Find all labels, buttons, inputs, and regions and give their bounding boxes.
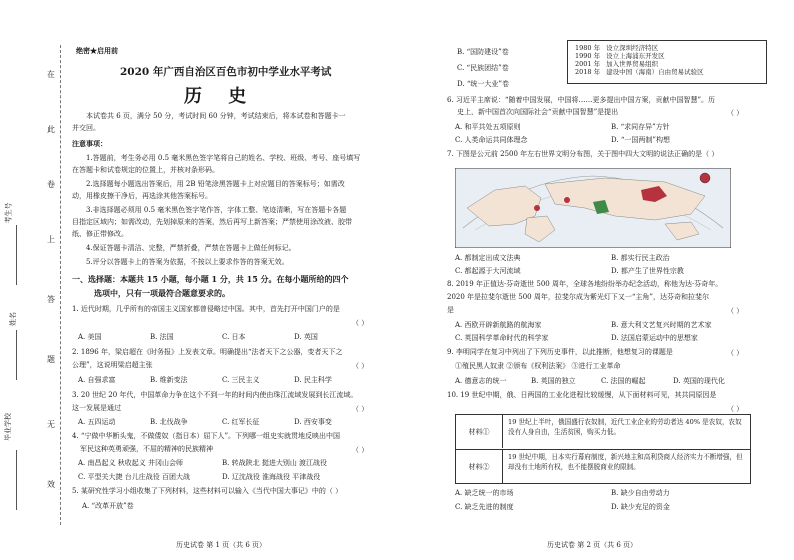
option-a: A. “改革开放”卷 [82,502,134,510]
exam-number-label: 考生号 [4,202,13,224]
option-a: A. 和平共处五项原则 [455,123,521,131]
margin-char: 在 [47,70,55,79]
timeline-row: 1980 年 设立深圳经济特区 [575,44,659,52]
answer-paren: （ ） [727,349,744,357]
civ-mesopotamia-marker [564,197,570,203]
answer-paren: （ ） [727,405,744,413]
option-a: A. 南昌起义 秋收起义 井冈山会师 [78,459,183,467]
option-a: A. 自强求富 [78,376,116,384]
question-6: 6. 习近平主席说：“随着中国发展，中国将……更多提出中国方案，贡献中国智慧”。历 [447,96,716,104]
option-d: D. 都产生了世界性宗教 [611,267,684,275]
margin-char: 效 [47,480,55,489]
question-7: 7. 下图是公元前 2500 年左右世界文明分布图，关于图中四大文明的说法正确的是（ ） [447,150,719,158]
margin-dashed-line [60,45,61,525]
note-line: 4.保证答题卡清洁、完整，严禁折叠，严禁在答题卡上做任何标记。 [86,244,296,252]
school-field[interactable] [6,400,36,480]
option-b: B. “求同存异”方针 [611,123,670,131]
margin-char: 卷 [47,180,55,189]
name-label: 姓名 [9,312,17,326]
answer-paren: （ ） [727,307,744,315]
option-c: C. 人类命运共同体理念 [455,136,528,144]
question-1: 1. 近代时期，几乎所有的帝国主义国家都曾侵略过中国。其中，首先打开中国门户的是 [72,305,340,313]
option-b: B. 英国的独立 [531,377,576,385]
option-c: C. 红军长征 [222,418,260,426]
timeline-row: 2018 年 建设中国（海南）自由贸易试验区 [575,68,704,76]
question-4-cont: 军民这种英勇顽强，不屈的精神的民族精神 [80,445,213,453]
question-9-items: ①殖民黑人奴隶 ②颁布《权利法案》 ③进行工业革命 [455,362,621,370]
timeline-box [567,40,767,84]
option-a: A. 美国 [78,333,102,341]
material-label: 材料① [456,415,503,448]
option-b: B. “国防建设”卷 [457,48,509,56]
answer-paren: （ ） [352,319,369,327]
intro-line: 本试卷共 6 页，满分 50 分，考试时间 60 分钟，考试结束后，将本试卷和答题卡一 [86,112,346,120]
right-page [397,0,794,560]
margin-char: 题 [47,355,55,364]
answer-paren: （ ） [352,405,369,413]
subject-title: 历 史 [184,86,257,107]
option-a: A. 西欧开辟新航路的航海家 [455,321,542,329]
map-svg [455,168,731,248]
name-field[interactable] [6,300,36,360]
option-b: B. 维新变法 [150,376,188,384]
option-b: B. 北伐战争 [150,418,188,426]
materials-table [455,414,751,484]
answer-paren: （ ） [727,109,744,117]
option-c: C. 缺乏先进的制度 [455,503,514,511]
question-10: 10. 19 世纪中期，俄、日两国的工业化进程比较缓慢，从下面材料可见，其共同原因是 [447,391,717,399]
option-a: A. 缺乏统一的市场 [455,489,514,497]
material-row [456,449,750,484]
option-c: C. “民族团结”卷 [457,64,509,72]
option-b: B. 缺少自由劳动力 [611,489,670,497]
option-d: D. 缺少充足的资金 [611,503,670,511]
option-d: D. 法国启蒙运动中的思想家 [611,334,698,342]
question-2-cont: 公理”，这说明梁启超主张 [72,361,153,369]
option-b: B. 法国 [150,333,174,341]
civ-egypt-marker [534,205,540,211]
question-2: 2. 1896 年，梁启超在《时务报》上发表文章。明确提出“法者天下之公器，变者天下之 [72,348,343,356]
section-heading: 选项中，只有一项最符合题意要求的。 [94,288,230,298]
timeline-row: 1990 年 设立上海浦东开发区 [575,52,665,60]
question-8: 8. 2019 年正值达·芬奇逝世 500 周年，全球各地纷纷举办纪念活动，称他为达·芬奇年。 [447,280,723,288]
question-3: 3. 20 世纪 20 年代，中国革命力争在这个不到一年的时间内使由珠江流域发展到长江流域。 [72,391,358,399]
option-d: D. 英国 [294,333,318,341]
page-footer: 历史试卷 第 1 页（共 6 页） [176,541,267,549]
question-4: 4. “宁做中华断头鬼，不做倭奴（指日本）屈下人”。下列哪一组史实就贯地反映出中国 [72,432,341,440]
note-line: 目指定区域内；如需改动，先划掉原来的答案，然后再写上新答案；严禁使用涂改液、胶带 [72,218,352,226]
page-footer: 历史试卷 第 2 页（共 6 页） [547,541,638,549]
option-d: D. 辽沈战役 淮海战役 平津战役 [222,473,321,481]
option-a: A. 五四运动 [78,418,116,426]
option-d: D. “一国两制”构想 [611,136,670,144]
material-row [456,415,750,448]
note-line: 在答题卡和试卷规定的位置上，并核对条形码。 [72,166,219,174]
option-b: B. 意大利文艺复兴时期的艺术家 [611,321,712,329]
answer-paren: （ ） [352,362,369,370]
option-b: B. 都实行民主政治 [611,254,670,262]
exam-title: 2020 年广西自治区百色市初中学业水平考试 [120,66,332,78]
note-line: 1.答题前，考生务必用 0.5 毫米黑色签字笔将自己的姓名、学校、班级、考号、座号填写 [86,154,361,162]
question-8-cont: 是 [447,306,454,314]
section-heading: 一、选择题：本题共 15 小题，每小题 1 分，共 15 分。在每小题所给的四个 [72,274,349,284]
option-d: D. 西安事变 [294,418,332,426]
note-line: 动，用橡皮擦干净后，再选涂其他答案标号。 [72,192,212,200]
option-d: D. “统一大业”卷 [457,80,509,88]
option-c: C. 日本 [222,333,246,341]
option-c: C. 英国科学革命时代的科学家 [455,334,549,342]
note-line: 2.选择题每小题选出答案后，用 2B 铅笔涂黑答题卡上对应题目的答案标号；如需改 [86,180,345,188]
question-9: 9. 李明同学在复习中列出了下列历史事件，以此推断，他想复习的课题是 [447,348,673,356]
option-a: A. 德意志的统一 [455,377,507,385]
option-c: C. 三民主义 [222,376,260,384]
margin-char: 答 [47,295,55,304]
note-line: 纸、修正带修改。 [72,230,128,238]
option-c: C. 都起源于大河流域 [455,267,521,275]
margin-char: 此 [47,125,55,134]
question-8-cont: 2020 年是拉斐尔逝世 500 周年，拉斐尔成为紫光灯下又一“主角”，达芬奇和拉斐尔 [447,293,710,301]
question-6-cont: 史上，新中国首次向国际社会“贡献中国智慧”是提出 [457,108,619,116]
question-5: 5. 某研究性学习小组收集了下列材料，这些材料可以输入《当代中国大事记》中的（ ） [72,487,343,495]
margin-char: 无 [47,420,55,429]
question-3-cont: 这一发展是通过 [72,404,121,412]
option-b: B. 转战陕北 挺进大别山 渡江战役 [222,459,328,467]
timeline-row: 2001 年 加入世界贸易组织 [575,60,659,68]
note-line: 5.评分以答题卡上的答案为依据，不按以上要求作答的答案无效。 [86,258,289,266]
note-line: 3.非选择题必须用 0.5 毫米黑色签字笔作答，字体工整、笔迹清晰，写在答题卡各题 [86,206,347,214]
school-label: 毕业学校 [4,413,12,441]
option-c: C. 平型关大捷 台儿庄战役 百团大战 [78,473,191,481]
material-text: 19 世纪上半叶，俄国盛行农奴制，近代工业企业的劳动者达 40% 是农奴，农奴没有人身自由，生活贫困，购买力低。 [508,418,742,436]
notes-title: 注意事项： [72,139,107,148]
option-d: D. 英国的现代化 [673,377,725,385]
option-c: C. 法国的崛起 [601,377,646,385]
world-civilization-map [455,168,731,248]
legend-marker [700,173,710,183]
material-label: 材料② [456,450,503,484]
secret-label: 绝密★启用前 [76,46,118,55]
exam-number-field[interactable] [6,200,36,260]
option-a: A. 都制定出成文法典 [455,254,521,262]
intro-line: 并交回。 [72,124,100,132]
margin-char: 上 [47,235,55,244]
material-text: 19 世纪中期，日本实行幕府制度，新兴地主和高利贷商人经济实力不断增强，但却没有土地所有权，也不能摆脱商业的限制。 [508,453,743,471]
answer-paren: （ ） [352,446,369,454]
option-d: D. 民主科学 [294,376,332,384]
